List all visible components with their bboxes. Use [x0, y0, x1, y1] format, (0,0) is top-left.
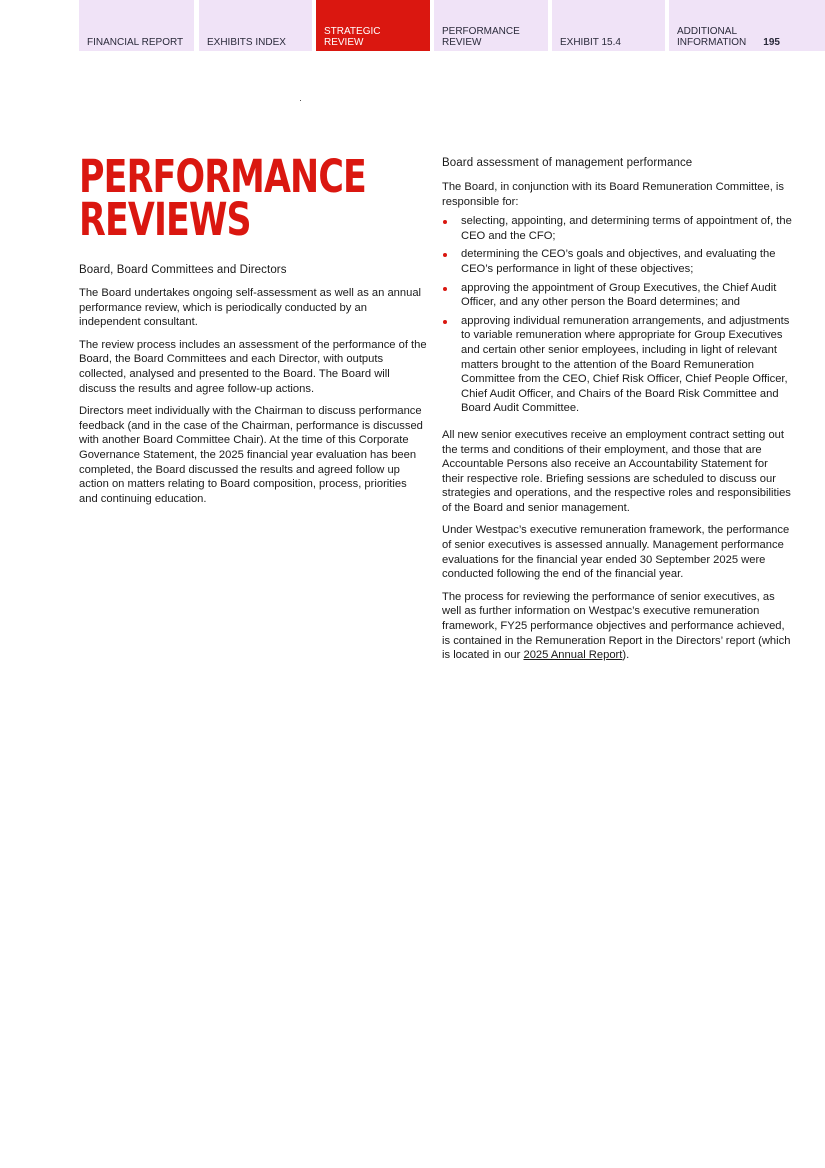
- tab-label: ADDITIONAL INFORMATION: [677, 26, 747, 48]
- section-heading-management: Board assessment of management performance: [442, 157, 693, 169]
- tab-label: PERFORMANCE REVIEW: [442, 26, 520, 48]
- tab-exhibits-index[interactable]: [199, 0, 312, 51]
- list-item: determining the CEO’s goals and objectives, and evaluating the CEO’s performance in light of these objectives;: [442, 247, 792, 276]
- right-column: [442, 157, 792, 671]
- tab-exhibit-15-4[interactable]: [552, 0, 665, 51]
- stray-dot: [300, 100, 301, 101]
- tab-performance-review[interactable]: [434, 0, 548, 51]
- tab-financial-report[interactable]: [79, 0, 194, 51]
- annual-report-link[interactable]: 2025 Annual Report: [523, 649, 623, 662]
- paragraph: Under Westpac’s executive remuneration framework, the performance of senior executives is assessed annually. Management performance evaluations for the financial year ended 30 September 2025 were conducted following the end of the financial year.: [442, 524, 790, 581]
- tab-label: EXHIBITS INDEX: [207, 37, 286, 48]
- tab-strategic-review[interactable]: [316, 0, 430, 51]
- responsibility-list: [442, 214, 792, 416]
- list-item: approving the appointment of Group Executives, the Chief Audit Officer, and any other person the Board determines; and: [442, 281, 792, 310]
- paragraph: All new senior executives receive an employment contract setting out the terms and conditions of their employment, and those that are Accountable Persons also receive an Accountability Statement for their respective role. Briefing sessions are scheduled to discuss our strategies and operations, and the respective roles and responsibilities of the Board and senior management.: [442, 428, 791, 514]
- intro-paragraph: The Board, in conjunction with its Board Remuneration Committee, is responsible for:: [442, 181, 784, 208]
- section-heading-board: Board, Board Committees and Directors: [79, 264, 287, 276]
- section-nav: [79, 0, 825, 51]
- paragraph-with-link: [442, 590, 792, 663]
- list-item: approving individual remuneration arrangements, and adjustments to variable remuneration where appropriate for Group Executives and certain other senior employees, including in light of relevant matters brought to the attention of the Board Remuneration Committee from the CEO, Chief Risk Officer, Chief People Officer, Chief Audit Officer, and Chairs of the Board Risk Committee and Board Audit Committee.: [442, 314, 792, 416]
- paragraph-text: The process for reviewing the performance of senior executives, as well as further information on Westpac’s executive remuneration framework, FY25 performance objectives and performance achieved, is contained in the Remuneration Report in the Directors’ report (which is located in our: [442, 590, 791, 662]
- paragraph-text-end: ).: [622, 649, 630, 662]
- paragraph: The review process includes an assessment of the performance of the Board, the Board Committees and each Director, with outputs collected, analysed and presented to the Board. The Board will discuss the results and agree follow-up actions.: [79, 338, 427, 395]
- tab-label: EXHIBIT 15.4: [560, 37, 621, 48]
- page-title: PERFORMANCE REVIEWS: [79, 150, 366, 246]
- left-column: [79, 150, 427, 514]
- page-number: 195: [763, 37, 780, 48]
- paragraph: The Board undertakes ongoing self-assessment as well as an annual performance review, which is periodically conducted by an independent consultant.: [79, 287, 422, 329]
- paragraph: Directors meet individually with the Chairman to discuss performance feedback (and in the case of the Chairman, performance is discussed with another Board Committee Chair). At the time of this Corporate Governance Statement, the 2025 financial year evaluation has been completed, the Board discussed the results and agreed follow up action on matters relating to Board composition, process, priorities and continuing education.: [79, 405, 423, 505]
- tab-label: FINANCIAL REPORT: [87, 37, 184, 48]
- tab-additional-information[interactable]: [669, 0, 825, 51]
- list-item: selecting, appointing, and determining terms of appointment of, the CEO and the CFO;: [442, 214, 792, 243]
- tab-label: STRATEGIC REVIEW: [324, 26, 381, 48]
